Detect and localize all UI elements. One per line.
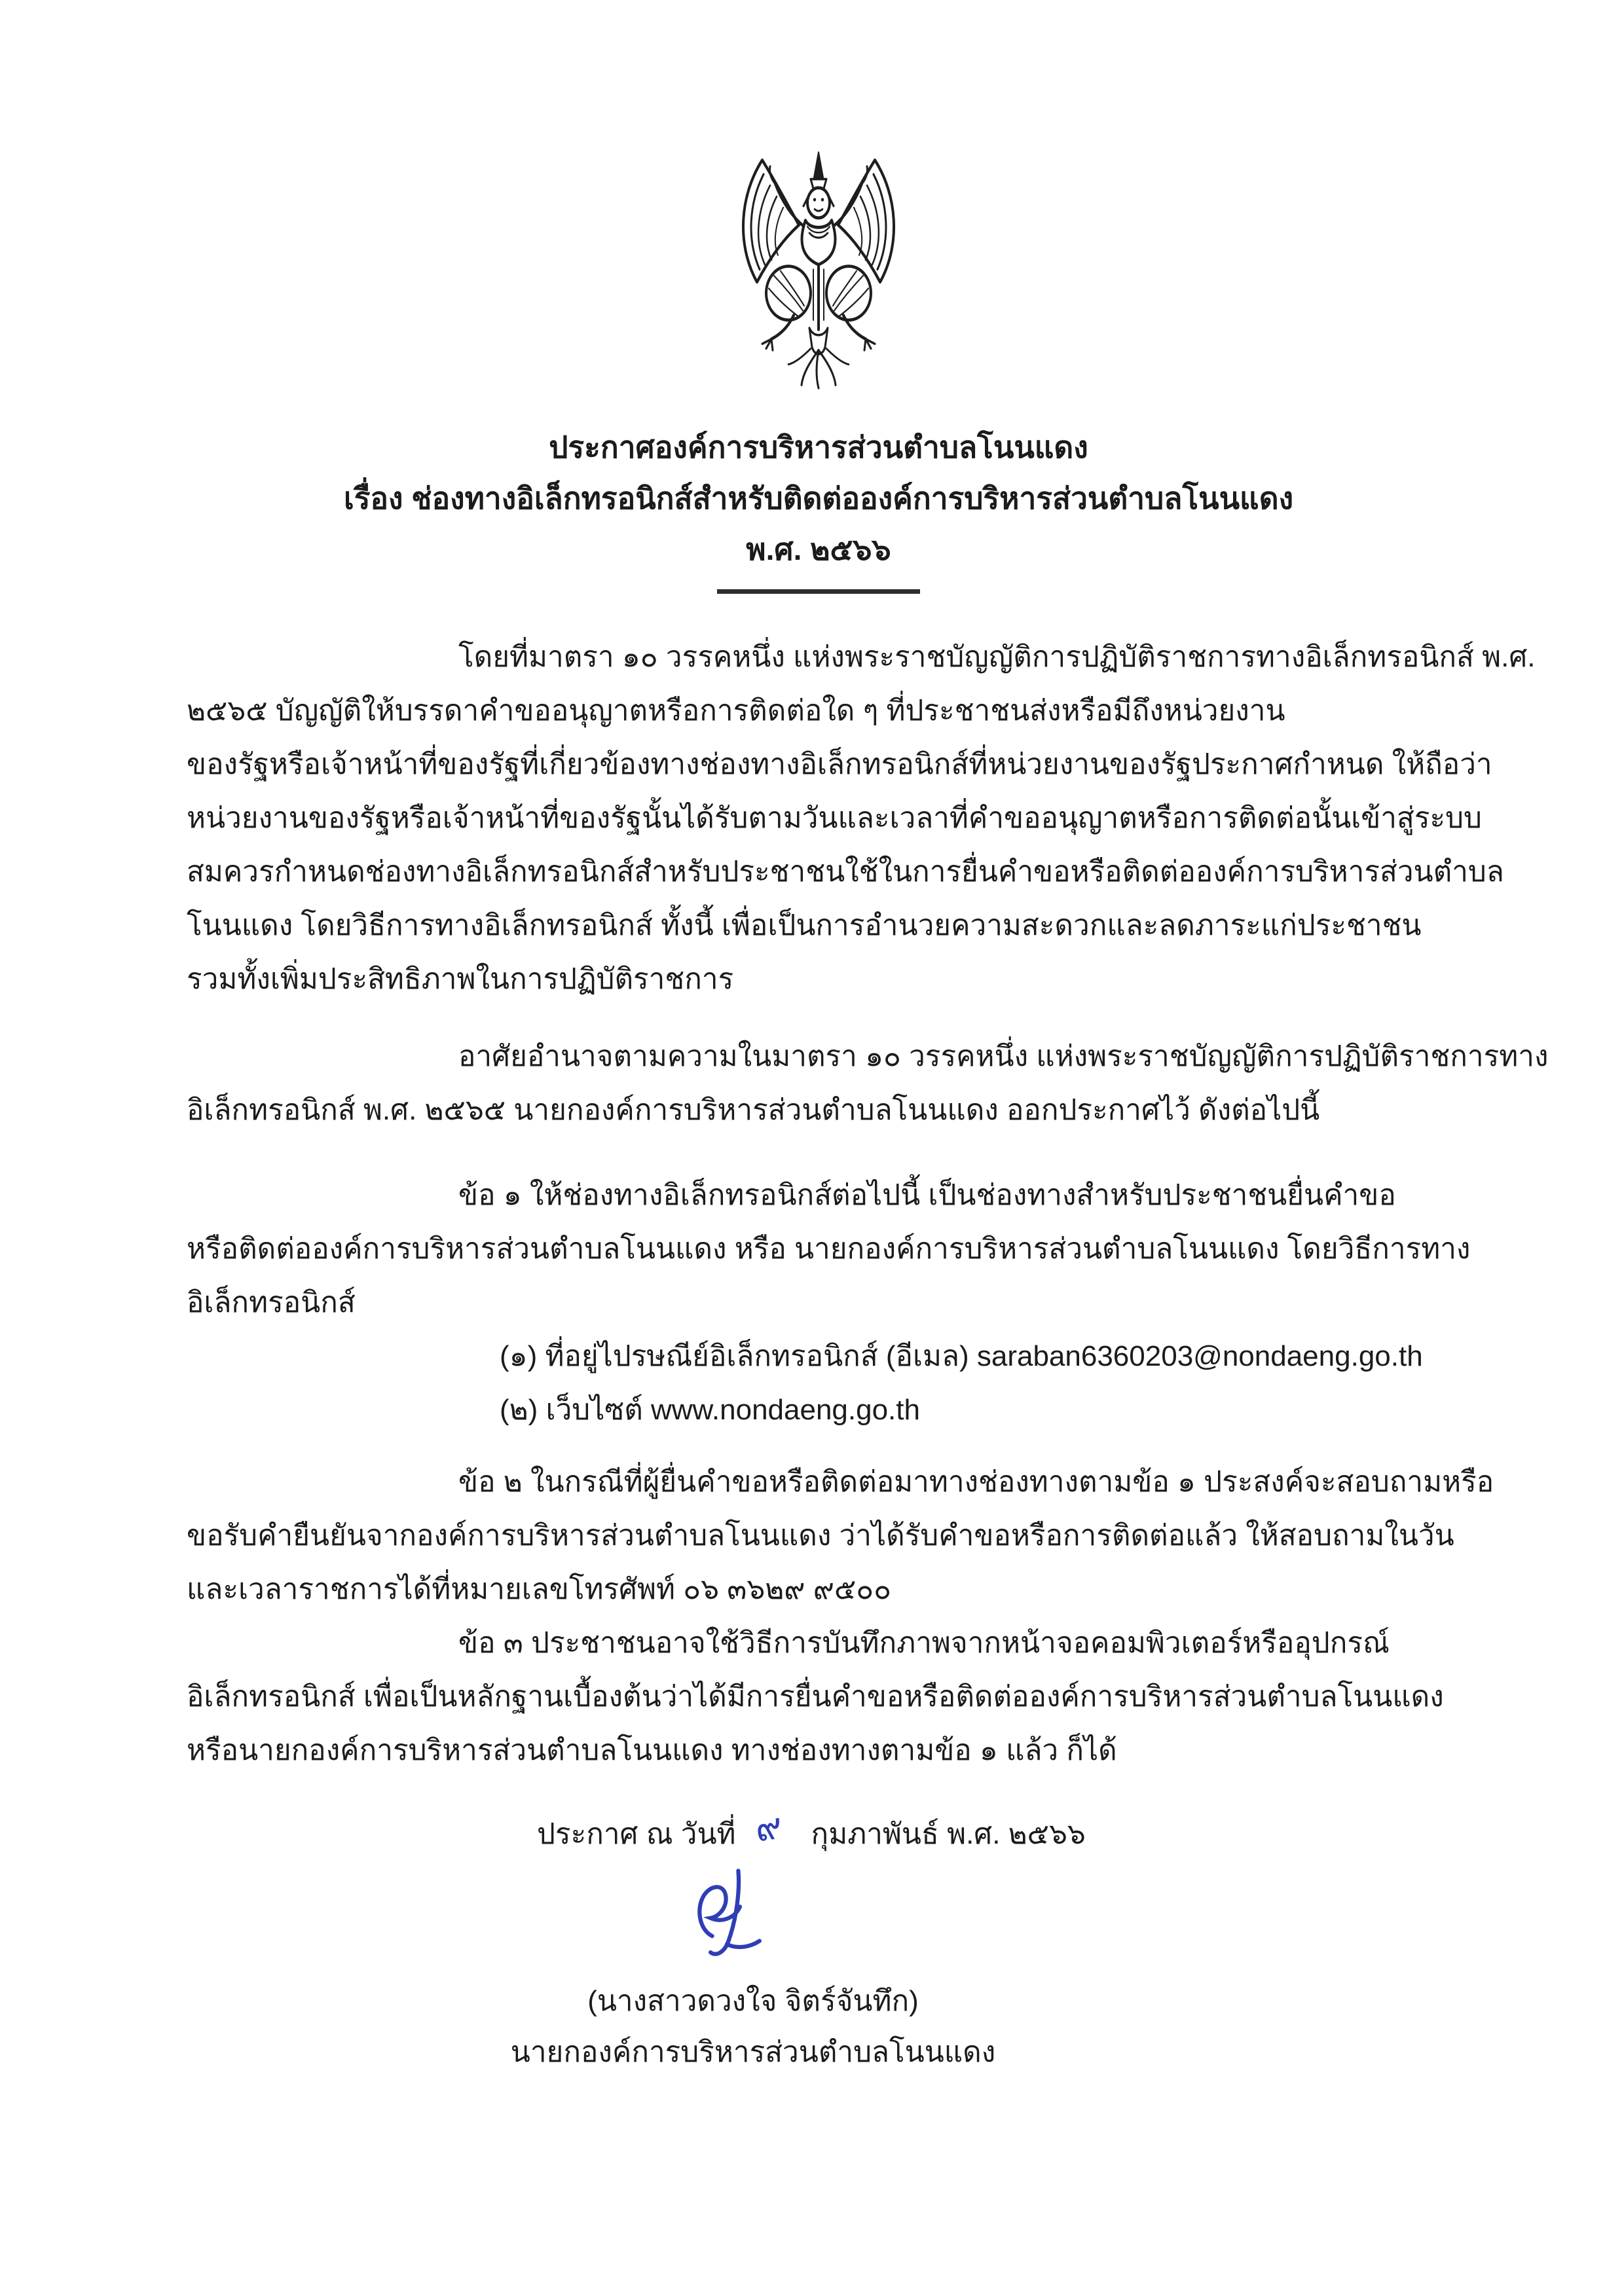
title-line-1: ประกาศองค์การบริหารส่วนตำบลโนนแดง — [549, 430, 1088, 464]
signer-title: นายกองค์การบริหารส่วนตำบลโนนแดง — [510, 2036, 996, 2068]
clause-line: หรือนายกองค์การบริหารส่วนตำบลโนนแดง ทางช่องทางตามข้อ ๑ แล้ว ก็ได้ — [187, 1734, 1117, 1766]
clause-1-subitem-website: (๒) เว็บไซต์ www.nondaeng.go.th — [500, 1394, 920, 1426]
garuda-emblem-icon — [720, 151, 917, 396]
clause-line: ข้อ ๑ ให้ช่องทางอิเล็กทรอนิกส์ต่อไปนี้ เป็นช่องทางสำหรับประชาชนยื่นคำขอ — [458, 1179, 1396, 1211]
clause-line: ข้อ ๒ ในกรณีที่ผู้ยื่นคำขอหรือติดต่อมาทางช่องทางตามข้อ ๑ ประสงค์จะสอบถามหรือ — [458, 1466, 1494, 1498]
title-block — [187, 422, 1450, 575]
signature-container — [187, 1866, 1450, 1975]
title-divider — [717, 589, 920, 594]
paragraph-line: สมควรกำหนดช่องทางอิเล็กทรอนิกส์สำหรับประชาชนใช้ในการยื่นคำขอหรือติดต่อองค์การบริหารส่วนตำบล — [187, 856, 1504, 888]
paragraph-line: โดยที่มาตรา ๑๐ วรรคหนึ่ง แห่งพระราชบัญญัติการปฏิบัติราชการทางอิเล็กทรอนิกส์ พ.ศ. — [458, 641, 1536, 673]
signer-name: (นางสาวดวงใจ จิตร์จันทึก) — [587, 1985, 919, 2017]
signature-icon — [674, 1866, 773, 1972]
clause-line: และเวลาราชการได้ที่หมายเลขโทรศัพท์ ๐๖ ๓๖๒๙ ๙๕๐๐ — [187, 1573, 891, 1605]
clause-line: ข้อ ๓ ประชาชนอาจใช้วิธีการบันทึกภาพจากหน้าจอคอมพิวเตอร์หรืออุปกรณ์ — [458, 1627, 1390, 1659]
paragraph-line: อาศัยอำนาจตามความในมาตรา ๑๐ วรรคหนึ่ง แห่งพระราชบัญญัติการปฏิบัติราชการทาง — [458, 1040, 1549, 1072]
paragraph-line: หน่วยงานของรัฐหรือเจ้าหน้าที่ของรัฐนั้นได้รับตามวันและเวลาที่คำขออนุญาตหรือการติดต่อนั้นเข้าสู่ระบบ — [187, 802, 1482, 834]
paragraph-line: อิเล็กทรอนิกส์ พ.ศ. ๒๕๖๕ นายกองค์การบริหารส่วนตำบลโนนแดง ออกประกาศไว้ ดังต่อไปนี้ — [187, 1094, 1320, 1126]
date-suffix: กุมภาพันธ์ พ.ศ. ๒๕๖๖ — [811, 1818, 1086, 1850]
announcement-date-line — [187, 1800, 1450, 1866]
paragraph-preamble — [187, 630, 1536, 1006]
emblem-container — [187, 0, 1450, 399]
clause-line: ขอรับคำยืนยันจากองค์การบริหารส่วนตำบลโนนแดง ว่าได้รับคำขอหรือการติดต่อแล้ว ให้สอบถามในวัน — [187, 1520, 1454, 1552]
paragraph-line: ๒๕๖๕ บัญญัติให้บรรดาคำขออนุญาตหรือการติดต่อใด ๆ ที่ประชาชนส่งหรือมีถึงหน่วยงาน — [187, 695, 1285, 727]
paragraph-line: ของรัฐหรือเจ้าหน้าที่ของรัฐที่เกี่ยวข้องทางช่องทางอิเล็กทรอนิกส์ที่หน่วยงานของรัฐประกาศกำหนด ให้ถือว่า — [187, 748, 1492, 780]
paragraph-authority — [187, 1030, 1549, 1137]
clause-line: อิเล็กทรอนิกส์ — [187, 1286, 356, 1319]
clause-2 — [187, 1455, 1494, 1616]
clause-3 — [187, 1616, 1450, 1777]
paragraph-line: โนนแดง โดยวิธีการทางอิเล็กทรอนิกส์ ทั้งนี้ เพื่อเป็นการอำนวยความสะดวกและลดภาระแก่ประชาชน — [187, 909, 1422, 941]
paragraph-line: รวมทั้งเพิ่มประสิทธิภาพในการปฏิบัติราชการ — [187, 963, 734, 995]
date-prefix: ประกาศ ณ วันที่ — [537, 1818, 736, 1850]
clause-1-subitem-email: (๑) ที่อยู่ไปรษณีย์อิเล็กทรอนิกส์ (อีเมล) saraban6360203@nondaeng.go.th — [500, 1340, 1423, 1372]
handwritten-day: ๙ — [752, 1804, 784, 1850]
title-line-2: เรื่อง ช่องทางอิเล็กทรอนิกส์สำหรับติดต่อองค์การบริหารส่วนตำบลโนนแดง — [343, 481, 1294, 515]
title-line-3: พ.ศ. ๒๕๖๖ — [746, 532, 891, 566]
signer-block — [458, 1976, 1048, 2078]
clause-1 — [187, 1169, 1471, 1437]
clause-line: หรือติดต่อองค์การบริหารส่วนตำบลโนนแดง หรือ นายกองค์การบริหารส่วนตำบลโนนแดง โดยวิธีการทาง — [187, 1233, 1471, 1265]
clause-line: อิเล็กทรอนิกส์ เพื่อเป็นหลักฐานเบื้องต้นว่าได้มีการยื่นคำขอหรือติดต่อองค์การบริหารส่วนตำบลโนนแดง — [187, 1681, 1444, 1713]
